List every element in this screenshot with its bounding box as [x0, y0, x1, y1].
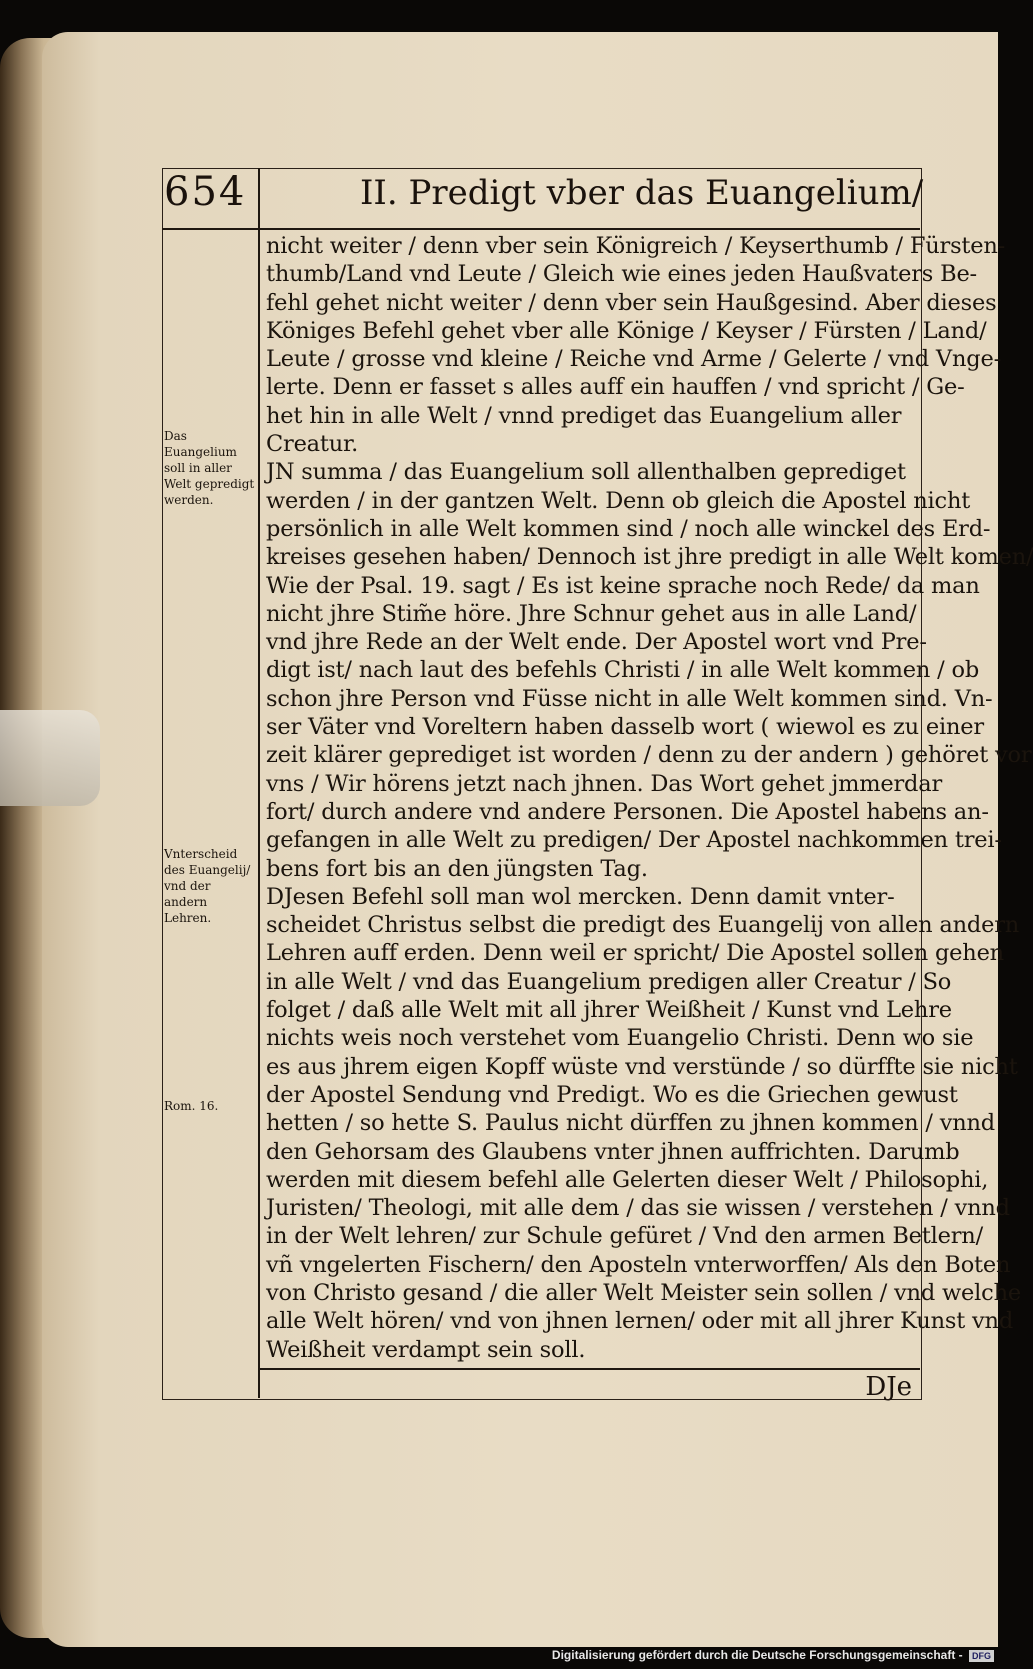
text-line: thumb/Land vnd Leute / Gleich wie eines jeden Haußvaters Be-	[266, 261, 977, 288]
text-line: Creatur.	[266, 431, 359, 458]
text-line: fort/ durch andere vnd andere Personen. Die Apostel habens an-	[266, 798, 989, 825]
text-line: JN summa / das Euangelium soll allenthalben geprediget	[266, 459, 906, 486]
text-line: digt ist/ nach laut des befehls Christi / in alle Welt kommen / ob	[266, 657, 980, 684]
text-line: Weißheit verdampt sein soll.	[266, 1336, 586, 1363]
text-line: Leute / grosse vnd kleine / Reiche vnd Arme / Gelerte / vnd Vnge-	[266, 346, 1001, 373]
text-line: nichts weis noch verstehet vom Euangelio Christi. Denn wo sie	[266, 1025, 974, 1052]
text-line: alle Welt hören/ vnd von jhnen lernen/ oder mit all jhrer Kunst vnd	[266, 1308, 1014, 1335]
text-line: DJesen Befehl soll man wol mercken. Denn damit vnter-	[266, 883, 895, 910]
dfg-logo: DFG	[969, 1650, 994, 1662]
text-line: den Gehorsam des Glaubens vnter jhnen auffrichten. Darumb	[266, 1138, 960, 1165]
marginal-note: Vnterscheid des Euangelij/ vnd der andern Lehren.	[164, 847, 251, 925]
text-line: bens fort bis an den jüngsten Tag.	[266, 855, 648, 882]
text-line: hetten / so hette S. Paulus nicht dürffen zu jhnen kommen / vnnd	[266, 1110, 996, 1137]
text-line: kreises gesehen haben/ Dennoch ist jhre predigt in alle Welt komen/	[266, 544, 1033, 571]
text-line: in der Welt lehren/ zur Schule gefüret / Vnd den armen Betlern/	[266, 1223, 983, 1250]
text-line: zeit klärer geprediget ist worden / denn zu der andern ) gehöret vor	[266, 742, 1032, 769]
digitization-credit	[552, 1648, 994, 1662]
text-line: gefangen in alle Welt zu predigen/ Der Apostel nachkommen trei-	[266, 827, 1002, 854]
text-line: vns / Wir hörens jetzt nach jhnen. Das Wort gehet jmmerdar	[266, 770, 943, 797]
text-line: vñ vngelerten Fischern/ den Aposteln vnterworffen/ Als den Boten	[266, 1251, 1011, 1278]
text-line: schon jhre Person vnd Füsse nicht in alle Welt kommen sind. Vn-	[266, 685, 993, 712]
running-head: II. Predigt vber das Euangelium/	[360, 173, 924, 213]
catchword: DJe	[865, 1372, 912, 1402]
text-line: Königes Befehl gehet vber alle Könige / Keyser / Fürsten / Land/	[266, 317, 987, 344]
text-line: folget / daß alle Welt mit all jhrer Weißheit / Kunst vnd Lehre	[266, 997, 952, 1024]
page-clip	[0, 710, 100, 806]
text-line: persönlich in alle Welt kommen sind / noch alle winckel des Erd-	[266, 515, 991, 542]
text-line: werden / in der gantzen Welt. Denn ob gleich die Apostel nicht	[266, 487, 971, 514]
text-line: in alle Welt / vnd das Euangelium predigen aller Creatur / So	[266, 968, 952, 995]
margin-rule	[258, 168, 260, 1398]
marginal-note: Das Euangelium soll in aller Welt gepredigt werden.	[164, 429, 255, 507]
bottom-rule	[258, 1368, 920, 1370]
page-number: 654	[164, 169, 247, 215]
text-line: nicht weiter / denn vber sein Königreich / Keyserthumb / Fürsten-	[266, 233, 1006, 259]
text-line: scheidet Christus selbst die predigt des Euangelij von allen andern	[266, 912, 1020, 939]
text-line: Juristen/ Theologi, mit alle dem / das sie wissen / verstehen / vnnd	[266, 1195, 1010, 1222]
body-text	[266, 232, 1033, 1364]
text-line: fehl gehet nicht weiter / denn vber sein Haußgesind. Aber dieses	[266, 289, 997, 316]
credit-text: Digitalisierung gefördert durch die Deutsche Forschungsgemeinschaft -	[551, 1648, 963, 1662]
text-line: nicht jhre Stim̃e höre. Jhre Schnur gehet aus in alle Land/	[266, 600, 917, 627]
marginal-note: Rom. 16.	[164, 1099, 219, 1113]
text-line: werden mit diesem befehl alle Gelerten dieser Welt / Philosophi,	[266, 1166, 989, 1193]
text-line: lerte. Denn er fasset s alles auff ein hauffen / vnd spricht / Ge-	[266, 374, 965, 401]
text-line: Wie der Psal. 19. sagt / Es ist keine sprache noch Rede/ da man	[266, 572, 980, 599]
text-line: von Christo gesand / die aller Welt Meister sein sollen / vnd welche	[266, 1279, 1021, 1306]
text-line: ser Väter vnd Voreltern haben dasselb wort ( wiewol es zu einer	[266, 714, 984, 741]
text-line: het hin in alle Welt / vnnd prediget das Euangelium aller	[266, 402, 902, 429]
text-line: der Apostel Sendung vnd Predigt. Wo es die Griechen gewust	[266, 1081, 958, 1108]
header-rule	[162, 228, 920, 230]
text-line: vnd jhre Rede an der Welt ende. Der Apostel wort vnd Pre-	[266, 629, 927, 656]
text-line: es aus jhrem eigen Kopff wüste vnd verstünde / so dürffte sie nicht	[266, 1053, 1018, 1080]
text-line: Lehren auff erden. Denn weil er spricht/ Die Apostel sollen gehen	[266, 940, 1004, 967]
